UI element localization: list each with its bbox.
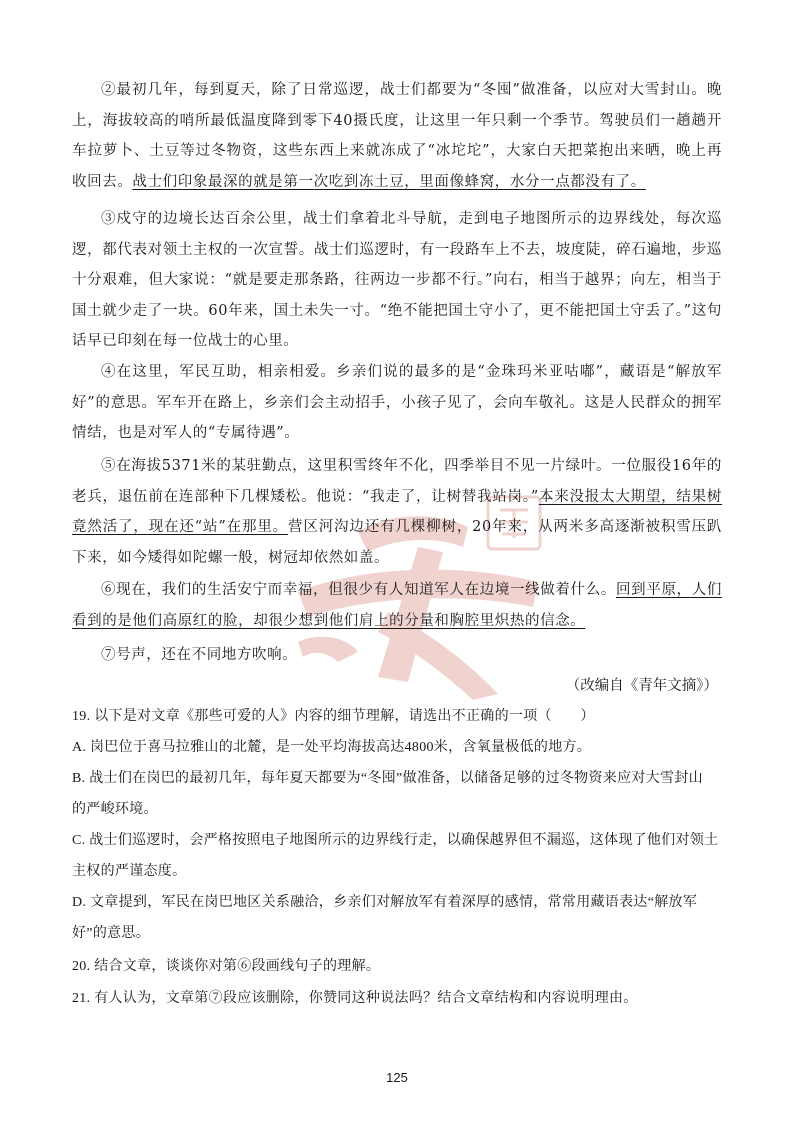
page-number: 125 (386, 1070, 408, 1085)
para-text: ③戍守的边境长达百余公里，战士们拿着北斗导航，走到电子地图所示的边界线处，每次巡逻，都代表对领土主权的一次宣誓。战士们巡逻时，有一段路车上不去，坡度陡，碎石遍地，步巡十分艰难，但大家说：“就是要走那条路，往两边一步都不行。”向右，相当于越界；向左，相当于国土就少走了一块。60年来，国土未失一寸。“绝不能把国土守小了，更不能把国土守丢了。”这句话早已印刻在每一位战士的心里。 (72, 211, 722, 349)
option-b-line2: 的严峻环境。 (72, 802, 158, 817)
para-text: ⑤在海拔5371米的某驻勤点，这里积雪终年不化，四季举目不见一片绿叶。一位服役16年的老兵，退伍前在连部种下几棵矮松。他说：“我走了，让树替我站岗。” (72, 458, 722, 505)
underlined-sentence: 回到平原，人们看到的是他们高原红的脸，却很少想到他们肩上的分量和胸腔里炽热的信念。 (72, 582, 722, 629)
paragraph-4 (72, 357, 722, 449)
underlined-sentence: 本来没报太大期望，结果树竟然活了，现在还“站”在那里。 (72, 488, 723, 535)
underlined-sentence: 战士们印象最深的就是第一次吃到冻土豆，里面像蜂窝，水分一点都没有了。 (132, 173, 646, 190)
question-20: 20. 结合文章，谈谈你对第⑥段画线句子的理解。 (72, 959, 381, 974)
paragraph-2 (72, 75, 722, 197)
option-d-line1: D. 文章提到，军民在岗巴地区关系融洽，乡亲们对解放军有着深厚的感情，常常用藏语表达“解放军 (72, 895, 698, 910)
para-text: ④在这里，军民互助，相亲相爱。乡亲们说的最多的是“金珠玛米亚咕嘟”，藏语是“解放军好”的意思。军车开在路上，乡亲们会主动招手，小孩子见了，会向车敬礼。这是人民群众的拥军情结，也是对军人的“专属待遇”。 (72, 364, 722, 441)
para-text: 营区河沟边还有几棵柳树，20年来，从两米多高逐渐被积雪压趴下来，如今矮得如陀螺一般，树冠却依然如盖。 (72, 519, 722, 566)
source-attribution: （改编自《青年文摘》） (565, 678, 718, 694)
para-text: ②最初几年，每到夏天，除了日常巡逻，战士们都要为“冬囤”做准备，以应对大雪封山。晚上，海拔较高的哨所最低温度降到零下40摄氏度，让这里一年只剩一个季节。驾驶员们一趟趟开车拉萝卜、土豆等过冬物资，这些东西上来就冻成了“冰坨坨”，大家白天把菜抱出来晒，晚上再收回去。 (72, 82, 722, 190)
question-21: 21. 有人认为，文章第⑦段应该删除，你赞同这种说法吗？结合文章结构和内容说明理由。 (72, 991, 638, 1006)
paragraph-3 (72, 204, 722, 357)
paragraph-5 (72, 451, 722, 573)
option-c-line2: 主权的严谨态度。 (72, 864, 187, 879)
option-a: A. 岗巴位于喜马拉雅山的北麓，是一处平均海拔高达4800米，含氧量极低的地方。 (72, 740, 592, 755)
para-text: ⑥现在，我们的生活安宁而幸福，但很少有人知道军人在边境一线做着什么。 (101, 582, 617, 598)
option-b-line1: B. 战士们在岗巴的最初几年，每年夏天都要为“冬囤”做准备，以储备足够的过冬物资来应对大雪封山 (72, 771, 703, 786)
paragraph-7 (72, 640, 722, 671)
para-text: ⑦号声，还在不同地方吹响。 (101, 647, 298, 663)
option-d-line2: 好”的意思。 (72, 926, 151, 941)
question-19: 19. 以下是对文章《那些可爱的人》内容的细节理解，请选出不正确的一项（ ） (72, 709, 595, 724)
option-c-line1: C. 战士们巡逻时，会严格按照电子地图所示的边界线行走，以确保越界但不漏巡，这体现了他们对领土 (72, 833, 719, 848)
paragraph-6 (72, 575, 722, 636)
